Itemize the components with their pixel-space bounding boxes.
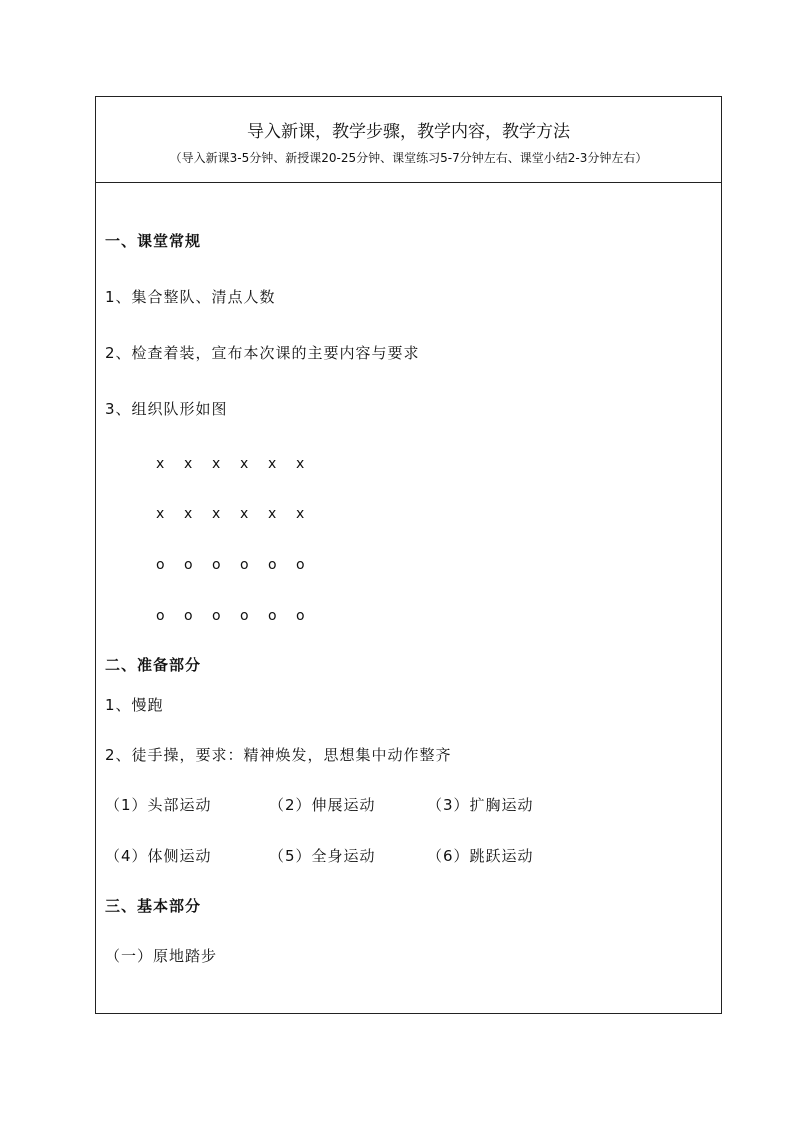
section-1-item-1: 1、集合整队、清点人数 [105, 288, 276, 306]
formation-mark: o [296, 608, 305, 624]
formation-mark: o [268, 557, 277, 573]
section-1-item-2: 2、检查着装，宣布本次课的主要内容与要求 [105, 344, 420, 362]
section-2-item-2: 2、徒手操，要求：精神焕发，思想集中动作整齐 [105, 746, 452, 764]
formation-mark: o [156, 608, 165, 624]
section-2-item-1: 1、慢跑 [105, 696, 164, 714]
exercise-item: （5）全身运动 [269, 847, 376, 865]
exercise-item: （3）扩胸运动 [427, 796, 534, 814]
section-2-heading: 二、准备部分 [105, 656, 202, 674]
formation-mark: x [240, 456, 249, 472]
lesson-plan-frame [95, 96, 722, 1014]
formation-mark: x [296, 456, 305, 472]
header-title: 导入新课，教学步骤，教学内容，教学方法 [247, 122, 570, 142]
formation-mark: x [156, 456, 165, 472]
formation-mark: x [156, 506, 165, 522]
exercise-item: （1）头部运动 [105, 796, 212, 814]
header-subtitle: （导入新课3-5分钟、新授课20-25分钟、课堂练习5-7分钟左右、课堂小结2-3分钟左右） [169, 151, 648, 165]
formation-mark: x [184, 456, 193, 472]
formation-mark: o [240, 557, 249, 573]
formation-mark: o [268, 608, 277, 624]
formation-mark: x [268, 456, 277, 472]
formation-mark: o [212, 557, 221, 573]
formation-row [156, 456, 324, 472]
formation-mark: x [296, 506, 305, 522]
formation-mark: x [240, 506, 249, 522]
formation-mark: o [212, 608, 221, 624]
exercise-item: （2）伸展运动 [269, 796, 376, 814]
formation-mark: x [212, 506, 221, 522]
header-cell [96, 97, 721, 183]
formation-row [156, 506, 324, 522]
section-3-heading: 三、基本部分 [105, 897, 202, 915]
formation-mark: o [184, 608, 193, 624]
exercise-item: （4）体侧运动 [105, 847, 212, 865]
formation-mark: x [212, 456, 221, 472]
formation-row [156, 557, 324, 573]
formation-mark: o [156, 557, 165, 573]
formation-mark: o [240, 608, 249, 624]
section-1-item-3: 3、组织队形如图 [105, 400, 228, 418]
section-1-heading: 一、课堂常规 [105, 232, 202, 250]
formation-mark: o [184, 557, 193, 573]
formation-mark: x [184, 506, 193, 522]
formation-mark: o [296, 557, 305, 573]
exercise-item: （6）跳跃运动 [427, 847, 534, 865]
formation-row [156, 608, 324, 624]
formation-mark: x [268, 506, 277, 522]
section-3-item-1: （一）原地踏步 [105, 947, 218, 965]
